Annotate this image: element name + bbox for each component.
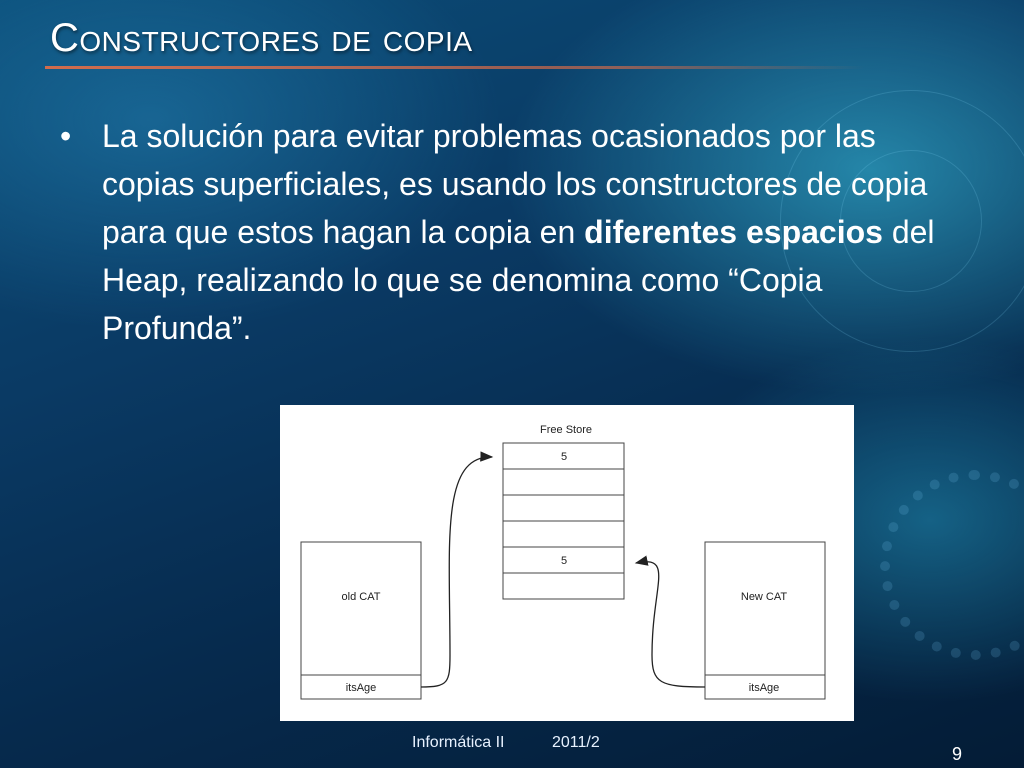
- new-cat-object: [705, 542, 825, 699]
- old-cat-member: itsAge: [345, 682, 377, 694]
- bullet-text: [102, 112, 962, 352]
- bullet-text-part1: La solución para evitar problemas ocasionados por las copias superficiales, es usando los constructores de copia para que estos hagan la copia en: [102, 118, 928, 250]
- slide-number: [952, 744, 962, 765]
- old-cat-label: old CAT: [341, 591, 381, 603]
- new-cat-member: itsAge: [748, 682, 780, 694]
- store-cell: [503, 521, 624, 547]
- slide-number-text: 9: [952, 744, 963, 764]
- title-underline: [45, 66, 865, 69]
- footer-course: [412, 734, 504, 752]
- deep-copy-diagram: [280, 405, 854, 721]
- footer-term: [552, 734, 600, 752]
- store-cell: [503, 469, 624, 495]
- free-store-label: Free Store: [540, 424, 592, 436]
- background-gear: [880, 470, 1024, 660]
- store-cell-value: 5: [560, 451, 568, 463]
- old-pointer-arrow: [421, 457, 492, 687]
- store-cell: [503, 573, 624, 599]
- diagram-svg: [280, 405, 854, 721]
- old-cat-object: [301, 542, 421, 699]
- bullet-marker: •: [60, 118, 72, 154]
- slide-title: [50, 12, 473, 64]
- bullet-text-part2: del Heap, realizando lo que se denomina como “Copia Profunda”.: [102, 214, 935, 346]
- footer-term-text: 2011/2: [552, 734, 600, 751]
- new-cat-label: New CAT: [740, 591, 788, 603]
- footer-course-text: Informática II: [412, 734, 505, 751]
- store-cell-value: 5: [560, 555, 568, 567]
- bullet-text-bold: diferentes espacios: [584, 214, 883, 250]
- free-store-stack: [503, 443, 624, 599]
- new-pointer-arrow: [636, 562, 705, 687]
- slide-title-text: Constructores de copia: [50, 16, 473, 60]
- store-cell: [503, 495, 624, 521]
